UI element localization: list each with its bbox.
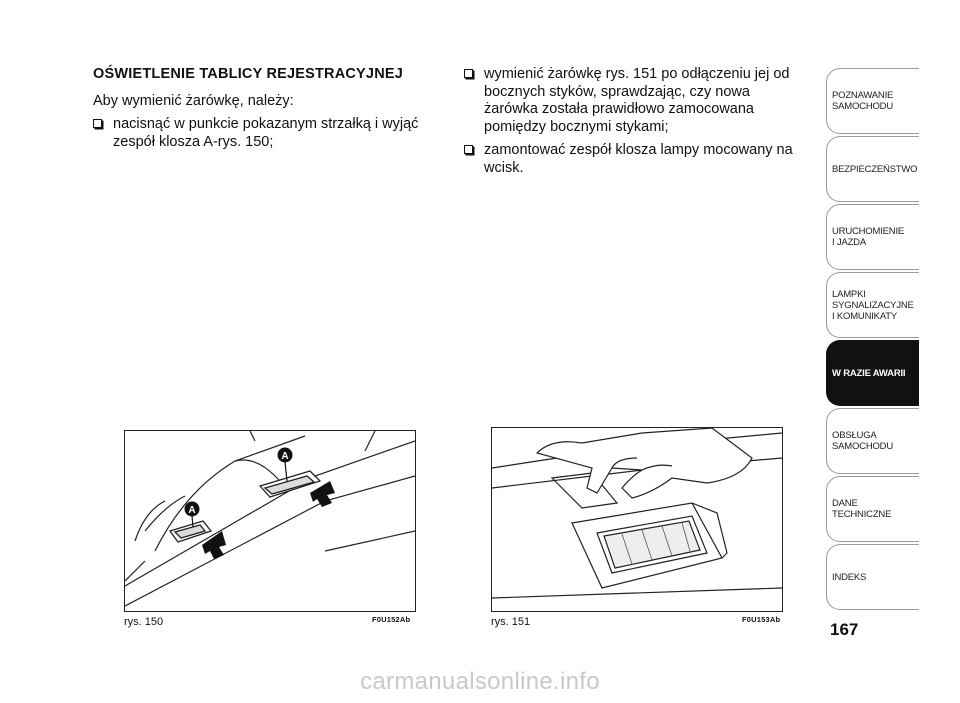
section-heading: OŚWIETLENIE TABLICY REJESTRACYJNEJ xyxy=(93,66,404,82)
bulb-replacement-drawing xyxy=(492,428,782,611)
bullet-text: nacisnąć w punkcie pokazanym strzałką i wyjąć zespół klosza A-rys. 150; xyxy=(113,116,419,150)
figure-151-code: F0U153Ab xyxy=(742,615,781,624)
figure-151-caption: rys. 151 xyxy=(491,616,531,628)
section-tabs xyxy=(826,68,919,612)
tab-indeks[interactable]: INDEKS xyxy=(826,544,919,610)
marker-a-label: A xyxy=(188,505,196,516)
tab-obsluga-samochodu[interactable]: OBSŁUGA SAMOCHODU xyxy=(826,408,919,474)
right-column xyxy=(464,66,804,183)
page-number: 167 xyxy=(830,620,859,639)
bullet-item xyxy=(464,66,804,136)
license-plate-light-drawing xyxy=(125,431,415,611)
tab-uruchomienie-i-jazda[interactable]: URUCHOMIENIE I JAZDA xyxy=(826,204,919,270)
tab-lampki-sygnalizacyjne[interactable]: LAMPKI SYGNALIZACYJNE I KOMUNIKATY xyxy=(826,272,919,338)
checkbox-bullet-icon xyxy=(464,145,473,154)
bullet-text: zamontować zespół klosza lampy mocowany na wcisk. xyxy=(484,142,793,176)
tab-poznawanie-samochodu[interactable]: POZNAWANIE SAMOCHODU xyxy=(826,68,919,134)
figure-150-code: F0U152Ab xyxy=(372,615,411,624)
watermark-text: carmanualsonline.info xyxy=(360,668,600,695)
tab-dane-techniczne[interactable]: DANE TECHNICZNE xyxy=(826,476,919,542)
hand-icon xyxy=(537,428,752,498)
tab-bezpieczenstwo[interactable]: BEZPIECZEŃSTWO xyxy=(826,136,919,202)
figure-151-illustration xyxy=(491,427,783,612)
figure-150-illustration xyxy=(124,430,416,612)
left-column xyxy=(93,66,445,157)
bullet-item xyxy=(464,142,804,177)
bullet-text: wymienić żarówkę rys. 151 po odłączeniu jej od bocznych styków, sprawdzając, czy nowa żarówka została prawidłowo zamocowana pomiędzy bocznymi stykami; xyxy=(484,66,790,135)
tab-w-razie-awarii[interactable]: W RAZIE AWARII xyxy=(826,340,919,406)
checkbox-bullet-icon xyxy=(93,119,102,128)
intro-text: Aby wymienić żarówkę, należy: xyxy=(93,92,294,109)
bullet-item xyxy=(93,116,445,151)
figure-150-caption: rys. 150 xyxy=(124,616,164,628)
checkbox-bullet-icon xyxy=(464,69,473,78)
marker-a-label: A xyxy=(281,451,289,462)
